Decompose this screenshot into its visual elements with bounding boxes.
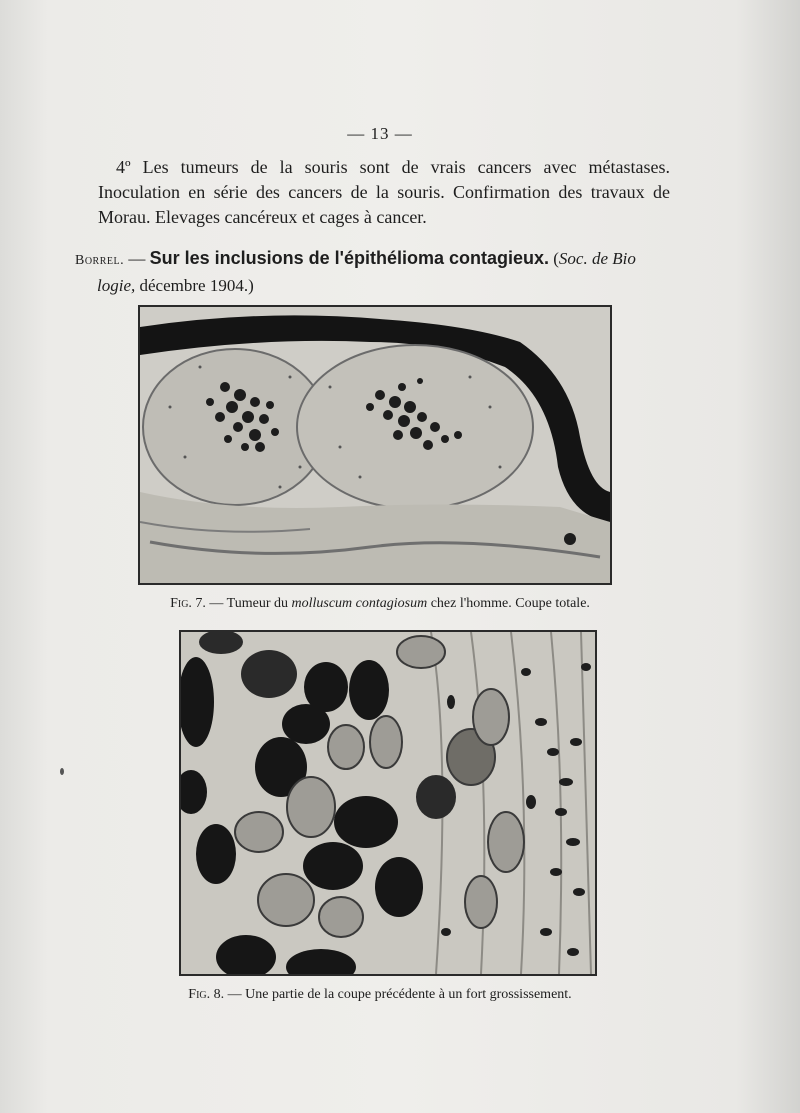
figure-7-micrograph [140,307,610,583]
figure-8-label: Fig. 8. [188,987,225,1002]
reference-dash: — [124,249,150,268]
reference-source-journal-cont: logie, [97,276,136,295]
page-number: — 13 — [347,124,413,143]
figure-7-caption-italic: molluscum contagiosum [291,596,428,611]
figure-7-caption-text-1: — Tumeur du [205,596,292,611]
figure-7-image [138,305,612,585]
bibliographic-reference [75,246,675,298]
reference-author: Borrel. [75,253,125,268]
reference-source-journal: Soc. de Bio [558,249,636,268]
body-paragraph [98,155,670,230]
figure-7-caption-text-2: chez l'homme. Coupe totale. [427,596,590,611]
paragraph-text: 4º Les tumeurs de la souris sont de vrais cancers avec métastases. Inoculation en série des cancers de la souris. Confirmation des travaux de Morau. Elevages cancéreux et cages à cancer. [98,157,670,227]
figure-8-caption-text: — Une partie de la coupe précédente à un fort grossissement. [224,987,572,1002]
reference-date: décembre 1904.) [135,276,254,295]
figure-7-label: Fig. 7. [170,596,206,611]
paper-speck [60,768,64,775]
reference-source-open: ( [549,249,559,268]
figure-8-caption [0,987,760,1003]
figure-7-caption [0,596,760,612]
figure-8-micrograph [181,632,595,974]
reference-title: Sur les inclusions de l'épithélioma contagieux. [149,248,549,268]
figure-8-image [179,630,597,976]
